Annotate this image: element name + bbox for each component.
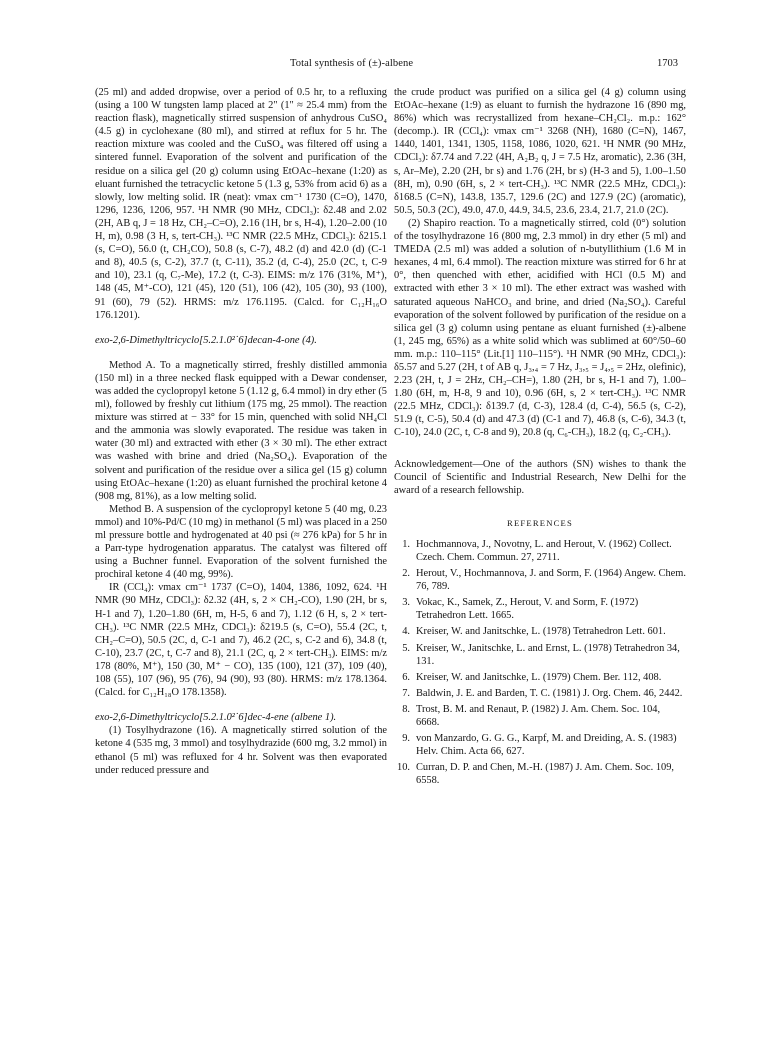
reference-number: 8.	[402, 703, 410, 715]
reference-item	[394, 687, 686, 700]
page-number: 1703	[657, 58, 678, 69]
reference-text: Vokac, K., Samek, Z., Herout, V. and Sorm, F. (1972) Tetrahedron Lett. 1665.	[416, 597, 639, 622]
reference-item	[394, 703, 686, 729]
reference-number: 1.	[402, 538, 410, 550]
reference-text: von Manzardo, G. G. G., Karpf, M. and Dreiding, A. S. (1983) Helv. Chim. Acta 66, 627.	[416, 733, 677, 758]
reference-item	[394, 732, 686, 758]
reference-number: 2.	[402, 568, 410, 580]
right-column	[394, 86, 686, 791]
reference-text: Hochmannova, J., Novotny, L. and Herout, V. (1962) Collect. Czech. Chem. Commun. 27, 2711.	[416, 538, 672, 563]
reference-number: 6.	[402, 671, 410, 683]
reference-number: 9.	[402, 733, 410, 745]
reference-item	[394, 642, 686, 668]
reference-item	[394, 538, 686, 564]
reference-number: 3.	[402, 597, 410, 609]
reference-number: 10.	[397, 762, 410, 774]
reference-text: Herout, V., Hochmannova, J. and Sorm, F. (1964) Angew. Chem. 76, 789.	[416, 568, 686, 593]
hydrazone-purification-paragraph: the crude product was purified on a silica gel (4 g) column using EtOAc–hexane (1:9) as eluant to furnish the hydrazone 16 (890 mg, 86%) which was recrystallized from hexane–CH₂Cl₂. m.p.: 162° (decomp.). IR (CCl₄): νmax cm⁻¹ 3268 (NH), 1680 (C=N), 1467, 1440, 1401, 1341, 1305, 1158, 1086, 1020, 621. ¹H NMR (90 MHz, CDCl₃): δ7.74 and 7.22 (4H, A₂B₂ q, J = 7.5 Hz, aromatic), 2.36 (3H, s, Ar–Me), 2.20 (2H, br s) and 1.76 (2H, br s) (H-3 and 5), 1.00–1.50 (8H, m), 0.90 (6H, s, 2 × tert-CH₃). ¹³C NMR (22.5 MHz, CDCl₃): δ168.5 (C=N), 143.8, 135.7, 129.6 (2C) and 127.9 (2C) (aromatic), 50.5, 50.3 (2C), 49.0, 47.0, 44.9, 34.5, 23.6, 23.4, 21.7, 21.0 (2C).	[394, 87, 686, 216]
reference-item	[394, 761, 686, 787]
reference-item	[394, 567, 686, 593]
reference-text: Curran, D. P. and Chen, M.-H. (1987) J. Am. Chem. Soc. 109, 6558.	[416, 762, 675, 787]
running-head: Total synthesis of (±)-albene	[290, 58, 414, 69]
tosylhydrazone-paragraph: (1) Tosylhydrazone (16). A magnetically stirred solution of the ketone 4 (535 mg, 3 mmol) and tosylhydrazide (600 mg, 3.2 mmol) in ethanol (5 ml) was refluxed for 4 hr. Solvent was then evaporated under reduced pressure and	[95, 725, 387, 776]
left-column	[95, 86, 387, 777]
shapiro-reaction-paragraph: (2) Shapiro reaction. To a magnetically stirred, cold (0°) solution of the tosylhydrazone 16 (800 mg, 2.3 mmol) in dry ether (5 ml) and TMEDA (2.5 ml) was added a solution of n-butyllithium (1.6 M in hexanes, 4 ml, 6.4 mmol). The reaction mixture was stirred for 6 hr at 0°, then quenched with ether, acidified with HCl (0.5 M) and extracted with ether 3 × 10 ml). The ether extract was washed with saturated aqueous NaHCO₃ and brine, and dried (Na₂SO₄). Careful evaporation of the solvent followed by purification of the residue on a silica gel (3 g) column using pentane as eluant furnished (±)-albene (1, 245 mg, 65%) as a white solid which was sublimed at 60°/50–60 mm. m.p.: 110–115° (Lit.[1] 110–115°). ¹H NMR (90 MHz, CDCl₃): δ5.57 and 5.27 (2H, t of AB q, J₃,₄ = 7 Hz, J₃,₅ = J₄,₅ = 2Hz, olefinic), 2.23 (2H, t, J = 2Hz, CH₂–CH=), 1.80 (2H, br s, H-1 and 7), 1.00–1.80 (6H, m, H-8, 9 and 10), 0.96 (6H, s, 2 × tert-CH₃). ¹³C NMR (22.5 MHz, CDCl₃): δ139.7 (d, C-3), 128.4 (d, C-4), 56.5 (s, C-2), 51.9 (t, C-5), 50.4 (d) and 47.3 (d) (C-1 and 7), 46.8 (s, C-6), 34.3 (t, C-10), 24.0 (2C, t, C-8 and 9), 20.8 (q, C₆-CH₃), 18.2 (q, C₂-CH₃).	[394, 217, 686, 439]
spectral-data-ketone-4: IR (CCl₄): νmax cm⁻¹ 1737 (C=O), 1404, 1386, 1092, 624. ¹H NMR (90 MHz, CDCl₃): δ2.32 (4H, s, 2 × CH₂-CO), 1.90 (2H, br s, H-1 and 7), 1.20–1.80 (6H, m, H-5, 6 and 7), 1.12 (6 H, s, 2 × tert-CH₃). ¹³C NMR (22.5 MHz, CDCl₃): δ219.5 (s, C=O), 55.4 (2C, t, CH₂–C=O), 50.5 (2C, d, C-1 and 7), 46.2 (2C, s, C-2 and 6), 34.8 (t, C-10), 23.7 (2C, t, C-7 and 8), 21.1 (2C, q, 2 × tert-CH₃). EIMS: m/z 178 (80%, M⁺), 150 (30, M⁺ − CO), 135 (100), 121 (37), 109 (40), 108 (55), 107 (96), 95 (76), 94 (90), 93 (80). HRMS: m/z 178.1364. (Calcd. for C₁₂H₁₈O 178.1358).	[95, 582, 387, 699]
reference-number: 5.	[402, 642, 410, 654]
reference-text: Kreiser, W., Janitschke, L. and Ernst, L. (1978) Tetrahedron 34, 131.	[416, 642, 680, 667]
reference-number: 4.	[402, 626, 410, 638]
acknowledgement-paragraph: Acknowledgement—One of the authors (SN) wishes to thank the Council of Scientific and Industrial Research, New Delhi for the award of a research fellowship.	[394, 458, 686, 496]
references-heading: REFERENCES	[507, 517, 573, 528]
reference-number: 7.	[402, 687, 410, 699]
reference-item	[394, 596, 686, 622]
reference-item	[394, 671, 686, 684]
compound-heading-ketone-4: exo-2,6-Dimethyltricyclo[5.2.1.0²˙6]decan-4-one (4).	[95, 334, 317, 346]
reference-text: Kreiser, W. and Janitschke, L. (1978) Tetrahedron Lett. 601.	[416, 626, 666, 638]
reference-text: Kreiser, W. and Janitschke, L. (1979) Chem. Ber. 112, 408.	[416, 671, 662, 683]
method-a-paragraph: Method A. To a magnetically stirred, freshly distilled ammonia (150 ml) in a three necked flask equipped with a Dewar condenser, was added the cyclopropyl ketone 5 (1.12 g, 6.4 mmol) in dry ether (5 ml), followed by freshly cut lithium (175 mg, 25 mmol). The reaction mixture was stirred at − 33° for 15 min, quenched with solid NH₄Cl and the ammonia was slowly evaporated. The residue was taken in water (30 ml) and extracted with ether (3 × 30 ml). The ether extract was washed with brine and dried (Na₂SO₄). Evaporation of the solvent and purification of the residue over a silica gel (15 g) column using EtOAc–hexane (1:20) as eluant furnished the prochiral ketone 4 (908 mg, 81%), as a low melting solid.	[95, 359, 387, 502]
reference-text: Trost, B. M. and Renaut, P. (1982) J. Am. Chem. Soc. 104, 6668.	[416, 703, 661, 729]
reference-list	[394, 538, 686, 788]
method-b-paragraph: Method B. A suspension of the cyclopropyl ketone 5 (40 mg, 0.23 mmol) and 10%-Pd/C (10 mg) in methanol (5 ml) was placed in a 250 ml pressure bottle and hydrogenated at 40 psi (≈ 276 kPa) for 5 hr in a Parr-type hydrogenation apparatus. The catalyst was filtered off using a Buchner funnel. Evaporation of the solvent furnished the prochiral ketone 4 (40 mg, 99%).	[95, 503, 387, 581]
reference-item	[394, 625, 686, 638]
reference-text: Baldwin, J. E. and Barden, T. C. (1981) J. Org. Chem. 46, 2442.	[416, 687, 683, 699]
experimental-paragraph-cyclopropanation: (25 ml) and added dropwise, over a period of 0.5 hr, to a refluxing (using a 100 W tungsten lamp placed at 2" (1" ≈ 25.4 mm) from the reaction flask), magnetically stirred suspension of anhydrous CuSO₄ (4.5 g) in cyclohexane (80 ml), and stirred at reflux for 5 hr. The reaction mixture was cooled and the CuSO₄ was filtered off using a sintered funnel. Evaporation of the solvent and purification of the residue on a silica gel (20 g) column using EtOAc–hexane (1:20) as eluant furnished the tetracyclic ketone 5 (1.3 g, 53% from acid 6) as a slowly, low melting solid. IR (neat): νmax cm⁻¹ 1730 (C=O), 1470, 1296, 1236, 1206, 957. ¹H NMR (90 MHz, CDCl₃): δ2.48 and 2.02 (2H, AB q, J = 18 Hz, CH₂–C=O), 2.16 (1H, br s, H-4), 1.20–2.00 (10 H, m), 0.98 (3 H, s, tert-CH₃). ¹³C NMR (22.5 MHz, CDCl₃): δ215.1 (s, C=O), 56.0 (t, CH₂CO), 50.8 (s, C-7), 48.2 (d) and 42.0 (d) (C-1 and 8), 40.5 (s, C-2), 37.7 (t, C-11), 35.2 (d, C-4), 25.0 (2C, t, C-9 and 10), 23.1 (q, C₇-Me), 17.2 (t, C-3). EIMS: m/z 176 (31%, M⁺), 148 (45, M⁺-CO), 121 (45), 120 (51), 106 (42), 105 (30), 93 (100), 91 (60), 79 (52). HRMS: m/z 176.1195. (Calcd. for C₁₂H₁₆O 176.1201).	[95, 87, 387, 321]
compound-heading-albene: exo-2,6-Dimethyltricyclo[5.2.1.0²˙6]dec-4-ene (albene 1).	[95, 712, 337, 724]
